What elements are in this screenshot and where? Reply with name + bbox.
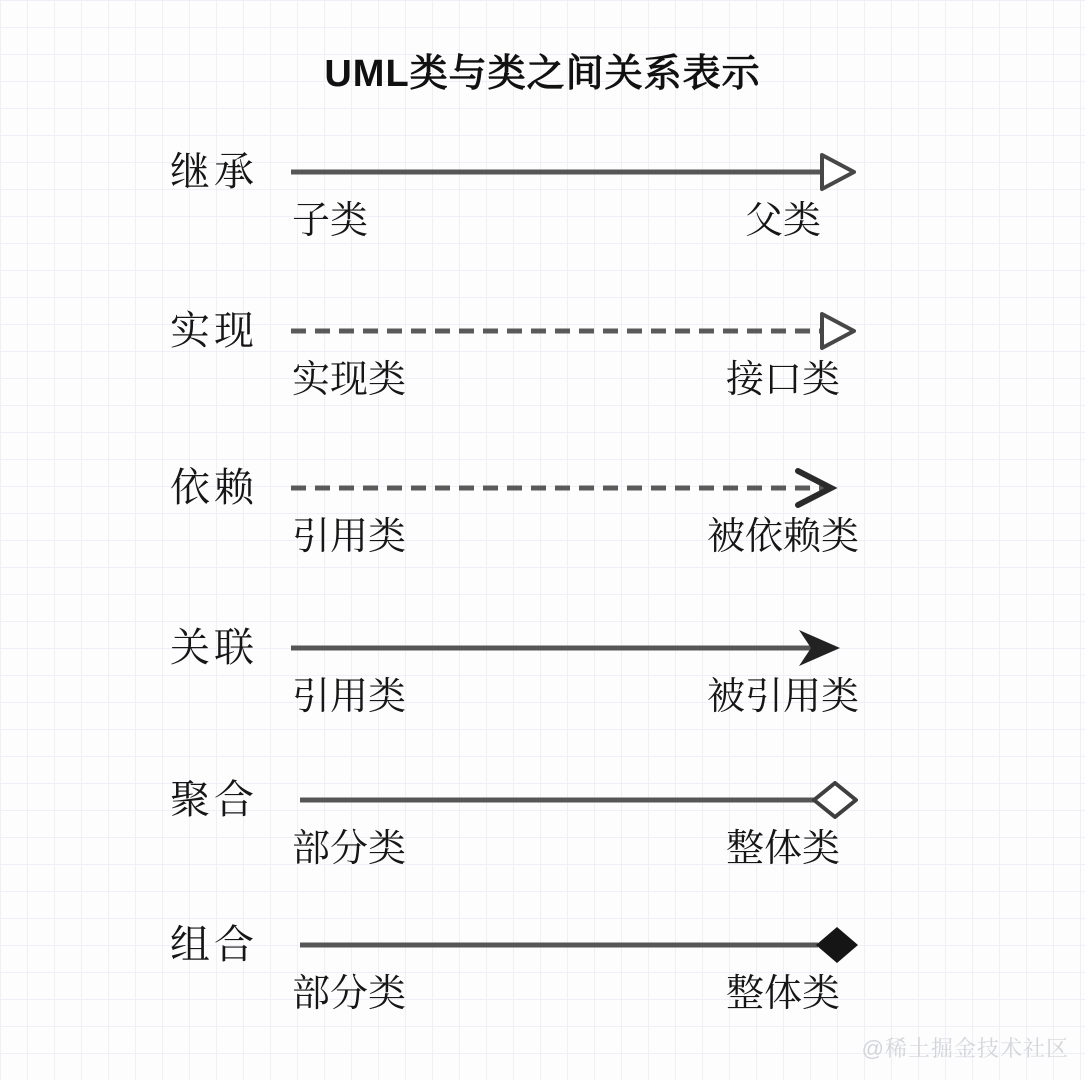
page-title: UML类与类之间关系表示	[324, 53, 761, 95]
from-class-label: 部分类	[292, 973, 407, 1015]
watermark: @稀土掘金技术社区	[861, 1036, 1069, 1061]
inheritance-arrow	[288, 142, 868, 202]
to-class-label: 整体类	[725, 828, 840, 870]
relationship-row-dependency	[0, 458, 1085, 573]
hollow-triangle-head	[822, 314, 854, 348]
to-class-label: 父类	[744, 200, 821, 242]
aggregation-arrow	[288, 770, 868, 830]
filled-diamond-head	[816, 927, 858, 963]
to-class-label: 被引用类	[706, 676, 859, 718]
relation-name-association: 关联	[170, 626, 258, 670]
relationship-row-association	[0, 618, 1085, 733]
hollow-diamond-head	[814, 783, 856, 817]
composition-arrow	[288, 915, 868, 975]
relation-name-realization: 实现	[170, 309, 258, 353]
relation-name-inheritance: 继承	[170, 150, 258, 194]
to-class-label: 被依赖类	[706, 516, 859, 558]
to-class-label: 接口类	[725, 359, 840, 401]
relationship-row-realization	[0, 301, 1085, 416]
relationship-row-inheritance	[0, 142, 1085, 257]
association-arrow	[288, 618, 868, 678]
relation-name-dependency: 依赖	[170, 466, 258, 510]
hollow-triangle-head	[822, 155, 854, 189]
relationship-row-composition	[0, 915, 1085, 1030]
dependency-arrow	[288, 458, 868, 518]
from-class-label: 部分类	[292, 828, 407, 870]
from-class-label: 实现类	[292, 359, 407, 401]
relation-name-aggregation: 聚合	[170, 778, 258, 822]
from-class-label: 引用类	[292, 676, 407, 718]
relationship-row-aggregation	[0, 770, 1085, 885]
to-class-label: 整体类	[725, 973, 840, 1015]
from-class-label: 子类	[292, 200, 369, 242]
from-class-label: 引用类	[292, 516, 407, 558]
realization-arrow	[288, 301, 868, 361]
relation-name-composition: 组合	[170, 923, 258, 967]
